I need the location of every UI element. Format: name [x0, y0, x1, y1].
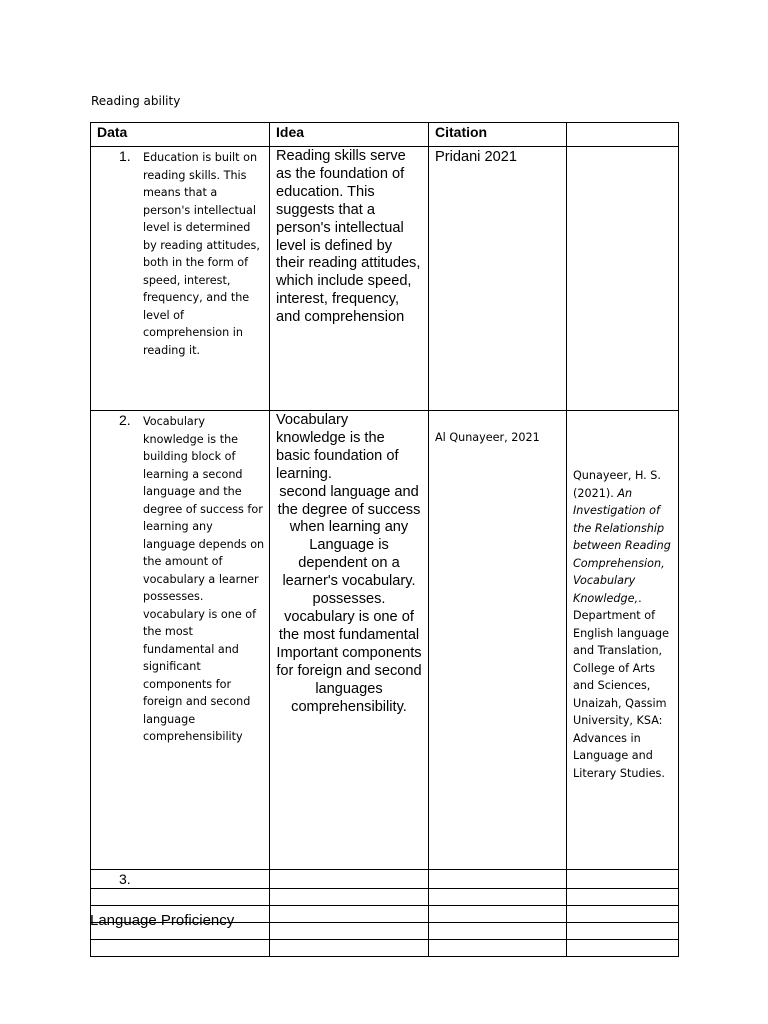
data-cell: [91, 147, 270, 411]
column-header-citation: Citation: [429, 123, 567, 147]
row-number: 1.: [119, 148, 131, 164]
notes-table: [90, 122, 679, 957]
data-text: Vocabulary knowledge is the building block of learning a second language and the degree of success for learning any language depends on the amount of vocabulary a learner possesses. vocabulary is one of the most fundamental and significant components for foreign and second language comprehensibility: [143, 415, 265, 743]
table-row-empty: [91, 940, 679, 957]
idea-cell: [270, 870, 429, 889]
citation-cell: Al Qunayeer, 2021: [429, 411, 567, 870]
section-heading-language-proficiency: Language Proficiency: [90, 912, 235, 929]
table-row: [91, 870, 679, 889]
table-header-row: [91, 123, 679, 147]
idea-text-line1: Vocabulary knowledge is the basic foundation of learning.: [276, 412, 399, 482]
row-number: 3.: [119, 871, 131, 887]
data-cell: [91, 870, 270, 889]
row-number: 2.: [119, 412, 131, 428]
table-row-empty: [91, 889, 679, 906]
idea-text-line2: second language and the degree of success when learning any Language is dependent on a learner's vocabulary. possesses. vocabulary is one of the most fundamental Important components for foreign and second languages comprehensibility.: [276, 483, 422, 715]
reference-title: An Investigation of the Relationship between Reading Comprehension, Vocabulary Knowledge,: [573, 486, 671, 605]
idea-cell: [270, 411, 429, 870]
idea-cell: Reading skills serve as the foundation of education. This suggests that a person's intellectual level is defined by their reading attitudes, which include speed, interest, frequency, and comprehension: [270, 147, 429, 411]
column-header-data: Data: [91, 123, 270, 147]
column-header-idea: Idea: [270, 123, 429, 147]
section-heading-reading-ability: Reading ability: [91, 94, 181, 108]
table-row: [91, 147, 679, 411]
citation-cell: Pridani 2021: [429, 147, 567, 411]
reference-cell: [567, 870, 679, 889]
table-row: [91, 411, 679, 870]
data-cell: [91, 411, 270, 870]
reference-cell: [567, 411, 679, 870]
citation-cell: [429, 870, 567, 889]
reference-rest: . Department of English language and Translation, College of Arts and Sciences, Unaizah, Qassim University, KSA: Advances in Language and Literary Studies.: [573, 591, 670, 780]
reference-cell: [567, 147, 679, 411]
reference-author: Qunayeer, H. S. (2021).: [573, 469, 661, 500]
data-text: Education is built on reading skills. This means that a person's intellectual level is determined by reading attitudes, both in the form of speed, interest, frequency, and the level of comprehension in reading it.: [143, 151, 260, 357]
column-header-empty: [567, 123, 679, 147]
